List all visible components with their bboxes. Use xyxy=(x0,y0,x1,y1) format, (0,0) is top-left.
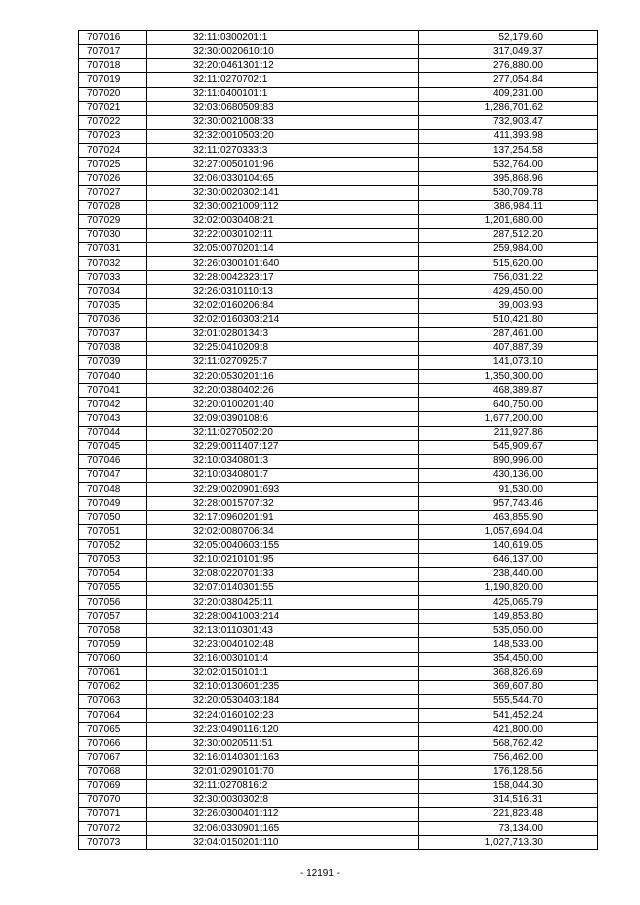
row-id-cell: 707059 xyxy=(79,638,147,652)
value-cell: 368,826.69 xyxy=(419,666,598,680)
cadastral-number-cell: 32:28:0015707:32 xyxy=(147,497,419,511)
cadastral-number-cell: 32:32:0010503:20 xyxy=(147,129,419,143)
table-row xyxy=(79,228,598,242)
table-row xyxy=(79,483,598,497)
value-cell: 515,620.00 xyxy=(419,257,598,271)
table-row xyxy=(79,101,598,115)
cadastral-number-cell: 32:26:0300101:640 xyxy=(147,257,419,271)
table-row xyxy=(79,271,598,285)
table-row xyxy=(79,87,598,101)
cadastral-number-cell: 32:20:0530201:16 xyxy=(147,370,419,384)
table-row xyxy=(79,652,598,666)
cadastral-number-cell: 32:30:0021008:33 xyxy=(147,115,419,129)
value-cell: 646,137.00 xyxy=(419,553,598,567)
value-cell: 1,286,701.62 xyxy=(419,101,598,115)
row-id-cell: 707047 xyxy=(79,468,147,482)
value-cell: 756,031.22 xyxy=(419,271,598,285)
row-id-cell: 707058 xyxy=(79,624,147,638)
table-row xyxy=(79,144,598,158)
value-cell: 276,880.00 xyxy=(419,59,598,73)
table-row xyxy=(79,680,598,694)
table-row xyxy=(79,596,598,610)
cadastral-number-cell: 32:24:0160102:23 xyxy=(147,709,419,723)
cadastral-number-cell: 32:10:0340801:7 xyxy=(147,468,419,482)
row-id-cell: 707027 xyxy=(79,186,147,200)
table-row xyxy=(79,779,598,793)
cadastral-number-cell: 32:01:0290101:70 xyxy=(147,765,419,779)
row-id-cell: 707060 xyxy=(79,652,147,666)
value-cell: 73,134.00 xyxy=(419,822,598,836)
table-row xyxy=(79,59,598,73)
row-id-cell: 707044 xyxy=(79,426,147,440)
row-id-cell: 707065 xyxy=(79,723,147,737)
value-cell: 1,057,694.04 xyxy=(419,525,598,539)
value-cell: 140,619.05 xyxy=(419,539,598,553)
value-cell: 259,984.00 xyxy=(419,242,598,256)
row-id-cell: 707034 xyxy=(79,285,147,299)
cadastral-number-cell: 32:20:0100201:40 xyxy=(147,398,419,412)
cadastral-number-cell: 32:11:0300201:1 xyxy=(147,31,419,45)
table-row xyxy=(79,384,598,398)
value-cell: 1,027,713.30 xyxy=(419,836,598,850)
row-id-cell: 707068 xyxy=(79,765,147,779)
row-id-cell: 707069 xyxy=(79,779,147,793)
row-id-cell: 707032 xyxy=(79,257,147,271)
cadastral-number-cell: 32:16:0030101:4 xyxy=(147,652,419,666)
value-cell: 287,461.00 xyxy=(419,327,598,341)
row-id-cell: 707040 xyxy=(79,370,147,384)
row-id-cell: 707066 xyxy=(79,737,147,751)
row-id-cell: 707025 xyxy=(79,158,147,172)
value-cell: 386,984.11 xyxy=(419,200,598,214)
table-row xyxy=(79,398,598,412)
cadastral-number-cell: 32:05:0070201:14 xyxy=(147,242,419,256)
value-cell: 91,530.00 xyxy=(419,483,598,497)
cadastral-number-cell: 32:09:0390108:6 xyxy=(147,412,419,426)
cadastral-number-cell: 32:11:0270333:3 xyxy=(147,144,419,158)
row-id-cell: 707043 xyxy=(79,412,147,426)
value-cell: 238,440.00 xyxy=(419,567,598,581)
row-id-cell: 707035 xyxy=(79,299,147,313)
row-id-cell: 707031 xyxy=(79,242,147,256)
cadastral-number-cell: 32:02:0150101:1 xyxy=(147,666,419,680)
table-row xyxy=(79,214,598,228)
row-id-cell: 707029 xyxy=(79,214,147,228)
cadastral-number-cell: 32:07:0140301:55 xyxy=(147,581,419,595)
value-cell: 463,855.90 xyxy=(419,511,598,525)
table-row xyxy=(79,341,598,355)
table-body xyxy=(79,31,598,850)
row-id-cell: 707023 xyxy=(79,129,147,143)
value-cell: 52,179.60 xyxy=(419,31,598,45)
cadastral-number-cell: 32:02:0160303:214 xyxy=(147,313,419,327)
cadastral-number-cell: 32:11:0270702:1 xyxy=(147,73,419,87)
table-row xyxy=(79,539,598,553)
table-row xyxy=(79,567,598,581)
value-cell: 176,128.56 xyxy=(419,765,598,779)
row-id-cell: 707021 xyxy=(79,101,147,115)
row-id-cell: 707056 xyxy=(79,596,147,610)
row-id-cell: 707062 xyxy=(79,680,147,694)
table-row xyxy=(79,412,598,426)
value-cell: 354,450.00 xyxy=(419,652,598,666)
row-id-cell: 707022 xyxy=(79,115,147,129)
value-cell: 158,044.30 xyxy=(419,779,598,793)
value-cell: 277,054.84 xyxy=(419,73,598,87)
row-id-cell: 707033 xyxy=(79,271,147,285)
row-id-cell: 707042 xyxy=(79,398,147,412)
table-row xyxy=(79,299,598,313)
value-cell: 407,887.39 xyxy=(419,341,598,355)
table-row xyxy=(79,285,598,299)
row-id-cell: 707019 xyxy=(79,73,147,87)
table-row xyxy=(79,115,598,129)
cadastral-number-cell: 32:01:0280134:3 xyxy=(147,327,419,341)
value-cell: 640,750.00 xyxy=(419,398,598,412)
value-cell: 411,393.98 xyxy=(419,129,598,143)
table-row xyxy=(79,751,598,765)
table-row xyxy=(79,370,598,384)
value-cell: 148,533.00 xyxy=(419,638,598,652)
row-id-cell: 707045 xyxy=(79,440,147,454)
row-id-cell: 707036 xyxy=(79,313,147,327)
cadastral-number-cell: 32:26:0310110:13 xyxy=(147,285,419,299)
table-row xyxy=(79,426,598,440)
value-cell: 535,050.00 xyxy=(419,624,598,638)
value-cell: 314,516.31 xyxy=(419,793,598,807)
row-id-cell: 707018 xyxy=(79,59,147,73)
cadastral-number-cell: 32:16:0140301:163 xyxy=(147,751,419,765)
row-id-cell: 707017 xyxy=(79,45,147,59)
value-cell: 421,800.00 xyxy=(419,723,598,737)
value-cell: 211,927.86 xyxy=(419,426,598,440)
cadastral-number-cell: 32:29:0011407:127 xyxy=(147,440,419,454)
table-row xyxy=(79,822,598,836)
row-id-cell: 707052 xyxy=(79,539,147,553)
table-row xyxy=(79,610,598,624)
table-row xyxy=(79,355,598,369)
table-row xyxy=(79,186,598,200)
value-cell: 530,709.78 xyxy=(419,186,598,200)
cadastral-number-cell: 32:04:0150201:110 xyxy=(147,836,419,850)
row-id-cell: 707053 xyxy=(79,553,147,567)
table-row xyxy=(79,666,598,680)
cadastral-number-cell: 32:03:0680509:83 xyxy=(147,101,419,115)
cadastral-number-cell: 32:30:0020302:141 xyxy=(147,186,419,200)
table-row xyxy=(79,242,598,256)
table-row xyxy=(79,31,598,45)
cadastral-number-cell: 32:25:0410209:8 xyxy=(147,341,419,355)
row-id-cell: 707048 xyxy=(79,483,147,497)
table-row xyxy=(79,158,598,172)
table-row xyxy=(79,581,598,595)
row-id-cell: 707050 xyxy=(79,511,147,525)
cadastral-number-cell: 32:28:0042323:17 xyxy=(147,271,419,285)
value-cell: 1,201,680.00 xyxy=(419,214,598,228)
cadastral-number-cell: 32:23:0040102:48 xyxy=(147,638,419,652)
table-row xyxy=(79,45,598,59)
table-row xyxy=(79,440,598,454)
table-row xyxy=(79,497,598,511)
cadastral-number-cell: 32:02:0030408:21 xyxy=(147,214,419,228)
value-cell: 957,743.46 xyxy=(419,497,598,511)
row-id-cell: 707061 xyxy=(79,666,147,680)
value-cell: 317,049.37 xyxy=(419,45,598,59)
table-row xyxy=(79,638,598,652)
row-id-cell: 707037 xyxy=(79,327,147,341)
value-cell: 732,903.47 xyxy=(419,115,598,129)
row-id-cell: 707049 xyxy=(79,497,147,511)
cadastral-number-cell: 32:10:0130601:235 xyxy=(147,680,419,694)
table-row xyxy=(79,694,598,708)
row-id-cell: 707055 xyxy=(79,581,147,595)
table-row xyxy=(79,836,598,850)
cadastral-number-cell: 32:30:0020610:10 xyxy=(147,45,419,59)
table-row xyxy=(79,200,598,214)
cadastral-number-cell: 32:20:0530403:184 xyxy=(147,694,419,708)
row-id-cell: 707039 xyxy=(79,355,147,369)
table-row xyxy=(79,737,598,751)
cadastral-number-cell: 32:11:0270925:7 xyxy=(147,355,419,369)
row-id-cell: 707038 xyxy=(79,341,147,355)
value-cell: 568,762.42 xyxy=(419,737,598,751)
row-id-cell: 707072 xyxy=(79,822,147,836)
table-row xyxy=(79,468,598,482)
row-id-cell: 707041 xyxy=(79,384,147,398)
value-cell: 137,254.58 xyxy=(419,144,598,158)
value-cell: 425,065.79 xyxy=(419,596,598,610)
row-id-cell: 707028 xyxy=(79,200,147,214)
row-id-cell: 707070 xyxy=(79,793,147,807)
value-cell: 395,868.96 xyxy=(419,172,598,186)
value-cell: 409,231.00 xyxy=(419,87,598,101)
row-id-cell: 707024 xyxy=(79,144,147,158)
row-id-cell: 707057 xyxy=(79,610,147,624)
table-row xyxy=(79,765,598,779)
cadastral-number-cell: 32:22:0030102:11 xyxy=(147,228,419,242)
cadastral-number-cell: 32:06:0330901:165 xyxy=(147,822,419,836)
cadastral-number-cell: 32:30:0030302:8 xyxy=(147,793,419,807)
table-row xyxy=(79,793,598,807)
page-number: - 12191 - xyxy=(299,868,341,879)
cadastral-number-cell: 32:10:0210101:95 xyxy=(147,553,419,567)
table-row xyxy=(79,129,598,143)
table-row xyxy=(79,327,598,341)
table-row xyxy=(79,454,598,468)
value-cell: 369,607.80 xyxy=(419,680,598,694)
value-cell: 510,421.80 xyxy=(419,313,598,327)
value-cell: 1,677,200.00 xyxy=(419,412,598,426)
value-cell: 1,190,820.00 xyxy=(419,581,598,595)
value-cell: 545,909.67 xyxy=(419,440,598,454)
row-id-cell: 707030 xyxy=(79,228,147,242)
cadastral-number-cell: 32:11:0270816:2 xyxy=(147,779,419,793)
table-row xyxy=(79,807,598,821)
cadastral-number-cell: 32:30:0021009:112 xyxy=(147,200,419,214)
row-id-cell: 707020 xyxy=(79,87,147,101)
cadastral-number-cell: 32:20:0380402:26 xyxy=(147,384,419,398)
row-id-cell: 707016 xyxy=(79,31,147,45)
table-row xyxy=(79,525,598,539)
value-cell: 221,823.48 xyxy=(419,807,598,821)
cadastral-number-cell: 32:17:0960201:91 xyxy=(147,511,419,525)
table-row xyxy=(79,257,598,271)
row-id-cell: 707046 xyxy=(79,454,147,468)
table-row xyxy=(79,723,598,737)
value-cell: 468,389.87 xyxy=(419,384,598,398)
row-id-cell: 707026 xyxy=(79,172,147,186)
row-id-cell: 707063 xyxy=(79,694,147,708)
cadastral-number-cell: 32:08:0220701:33 xyxy=(147,567,419,581)
value-cell: 541,452.24 xyxy=(419,709,598,723)
cadastral-number-cell: 32:02:0080706:34 xyxy=(147,525,419,539)
cadastral-number-cell: 32:26:0300401:112 xyxy=(147,807,419,821)
value-cell: 890,996.00 xyxy=(419,454,598,468)
row-id-cell: 707071 xyxy=(79,807,147,821)
cadastral-value-table xyxy=(78,30,598,850)
table-row xyxy=(79,553,598,567)
cadastral-number-cell: 32:30:0020511:51 xyxy=(147,737,419,751)
value-cell: 149,853.80 xyxy=(419,610,598,624)
value-cell: 1,350,300.00 xyxy=(419,370,598,384)
cadastral-number-cell: 32:06:0330104:65 xyxy=(147,172,419,186)
cadastral-number-cell: 32:28:0041003:214 xyxy=(147,610,419,624)
row-id-cell: 707054 xyxy=(79,567,147,581)
value-cell: 39,003.93 xyxy=(419,299,598,313)
cadastral-number-cell: 32:20:0380425:11 xyxy=(147,596,419,610)
cadastral-number-cell: 32:27:0050101:96 xyxy=(147,158,419,172)
table-row xyxy=(79,624,598,638)
cadastral-number-cell: 32:10:0340801:3 xyxy=(147,454,419,468)
table-row xyxy=(79,73,598,87)
value-cell: 756,462.00 xyxy=(419,751,598,765)
value-cell: 287,512.20 xyxy=(419,228,598,242)
row-id-cell: 707064 xyxy=(79,709,147,723)
value-cell: 430,136.00 xyxy=(419,468,598,482)
cadastral-number-cell: 32:29:0020901:693 xyxy=(147,483,419,497)
value-cell: 429,450.00 xyxy=(419,285,598,299)
cadastral-number-cell: 32:11:0400101:1 xyxy=(147,87,419,101)
cadastral-number-cell: 32:05:0040603:155 xyxy=(147,539,419,553)
cadastral-number-cell: 32:13:0110301:43 xyxy=(147,624,419,638)
value-cell: 141,073.10 xyxy=(419,355,598,369)
table-row xyxy=(79,511,598,525)
value-cell: 532,764.00 xyxy=(419,158,598,172)
table-row xyxy=(79,313,598,327)
cadastral-number-cell: 32:20:0461301:12 xyxy=(147,59,419,73)
row-id-cell: 707051 xyxy=(79,525,147,539)
cadastral-number-cell: 32:11:0270502:20 xyxy=(147,426,419,440)
table-row xyxy=(79,172,598,186)
row-id-cell: 707073 xyxy=(79,836,147,850)
cadastral-number-cell: 32:23:0490116:120 xyxy=(147,723,419,737)
row-id-cell: 707067 xyxy=(79,751,147,765)
cadastral-number-cell: 32:02:0160206:84 xyxy=(147,299,419,313)
table-row xyxy=(79,709,598,723)
value-cell: 555,544.70 xyxy=(419,694,598,708)
